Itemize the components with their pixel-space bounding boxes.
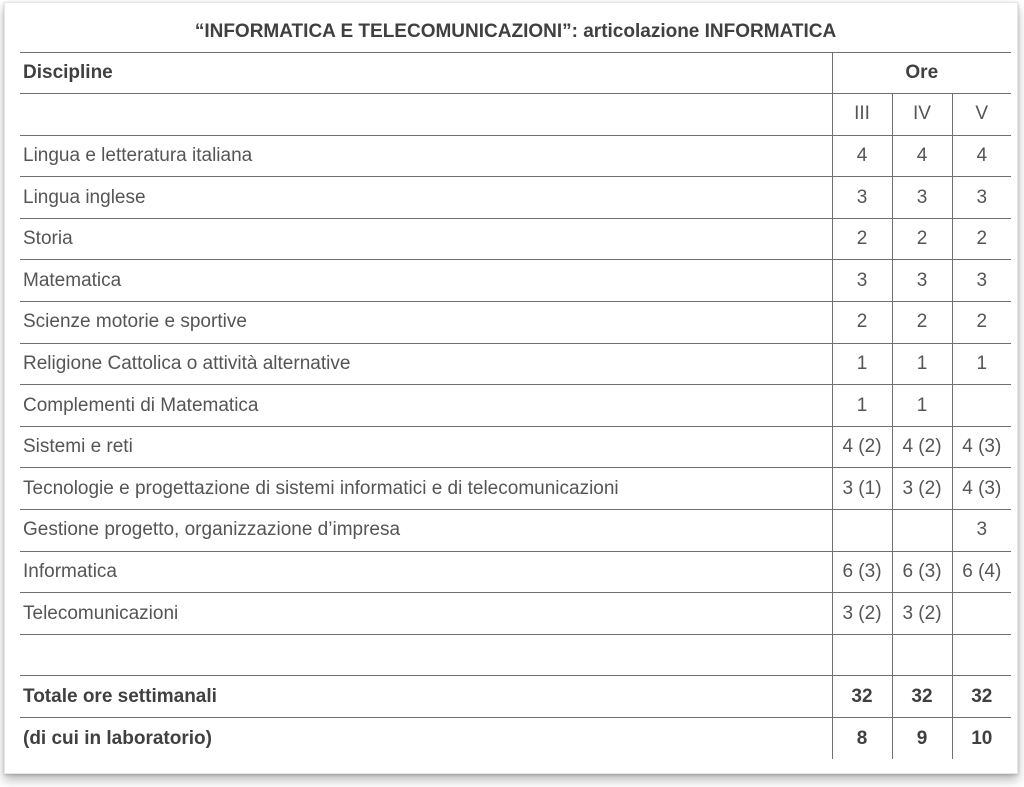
table-row (20, 468, 1011, 510)
hours-v-cell: 4 (3) (952, 468, 1011, 510)
table-row (20, 593, 1011, 635)
header-row (20, 52, 1011, 94)
lab-iv-cell: 9 (892, 718, 952, 760)
hours-table (20, 12, 1011, 759)
hours-iii-cell: 4 (2) (832, 426, 892, 468)
table-row (20, 177, 1011, 219)
hours-v-cell (952, 385, 1011, 427)
hours-iii-cell: 3 (832, 177, 892, 219)
header-hours: Ore (832, 52, 1011, 94)
hours-iii-cell: 6 (3) (832, 551, 892, 593)
hours-iv-cell: 1 (892, 385, 952, 427)
hours-v-cell: 3 (952, 177, 1011, 219)
spacer-cell (892, 634, 952, 676)
table-row (20, 385, 1011, 427)
table-row (20, 302, 1011, 344)
table-card (4, 2, 1018, 774)
discipline-cell: Tecnologie e progettazione di sistemi informatici e di telecomunicazioni (20, 468, 832, 510)
hours-iv-cell (892, 510, 952, 552)
total-label: Totale ore settimanali (20, 676, 832, 718)
hours-iii-cell: 4 (832, 135, 892, 177)
discipline-cell: Telecomunicazioni (20, 593, 832, 635)
hours-iv-cell: 3 (892, 177, 952, 219)
hours-iv-cell: 4 (892, 135, 952, 177)
discipline-cell: Storia (20, 218, 832, 260)
lab-row (20, 718, 1011, 760)
hours-iv-cell: 4 (2) (892, 426, 952, 468)
discipline-cell: Gestione progetto, organizzazione d’impresa (20, 510, 832, 552)
lab-label: (di cui in laboratorio) (23, 727, 212, 749)
header-discipline: Discipline (20, 52, 832, 94)
hours-iv-cell: 3 (892, 260, 952, 302)
table-row (20, 260, 1011, 302)
year-header-iv: IV (892, 94, 952, 136)
table-row (20, 551, 1011, 593)
title-row (20, 12, 1011, 52)
discipline-cell: Scienze motorie e sportive (20, 302, 832, 344)
discipline-cell: Lingua inglese (20, 177, 832, 219)
hours-iii-cell (832, 510, 892, 552)
table-title: “INFORMATICA E TELECOMUNICAZIONI”: articolazione INFORMATICA (20, 12, 1011, 52)
years-blank-cell (20, 94, 832, 136)
discipline-cell: Lingua e letteratura italiana (20, 135, 832, 177)
hours-iv-cell: 1 (892, 343, 952, 385)
total-row (20, 676, 1011, 718)
discipline-cell: Religione Cattolica o attività alternative (20, 343, 832, 385)
hours-v-cell: 4 (952, 135, 1011, 177)
lab-iii-cell: 8 (832, 718, 892, 760)
hours-iii-cell: 2 (832, 218, 892, 260)
lab-v-cell: 10 (952, 718, 1011, 760)
spacer-cell (20, 634, 832, 676)
year-header-v: V (952, 94, 1011, 136)
hours-iii-cell: 3 (1) (832, 468, 892, 510)
hours-iv-cell: 3 (2) (892, 468, 952, 510)
hours-v-cell: 4 (3) (952, 426, 1011, 468)
hours-v-cell: 1 (952, 343, 1011, 385)
hours-iii-cell: 3 (832, 260, 892, 302)
hours-iv-cell: 3 (2) (892, 593, 952, 635)
hours-v-cell: 2 (952, 218, 1011, 260)
hours-v-cell: 6 (4) (952, 551, 1011, 593)
hours-iv-cell: 2 (892, 302, 952, 344)
hours-iv-cell: 2 (892, 218, 952, 260)
year-header-iii: III (832, 94, 892, 136)
spacer-cell (952, 634, 1011, 676)
hours-v-cell: 3 (952, 260, 1011, 302)
table-row (20, 218, 1011, 260)
hours-iii-cell: 3 (2) (832, 593, 892, 635)
hours-v-cell: 2 (952, 302, 1011, 344)
hours-iii-cell: 1 (832, 343, 892, 385)
total-v-cell: 32 (952, 676, 1011, 718)
hours-iii-cell: 1 (832, 385, 892, 427)
hours-iii-cell: 2 (832, 302, 892, 344)
table-row (20, 426, 1011, 468)
discipline-cell: Matematica (20, 260, 832, 302)
discipline-cell: Informatica (20, 551, 832, 593)
spacer-row (20, 634, 1011, 676)
table-row (20, 135, 1011, 177)
discipline-cell: Sistemi e reti (20, 426, 832, 468)
hours-v-cell (952, 593, 1011, 635)
hours-iv-cell: 6 (3) (892, 551, 952, 593)
years-row (20, 94, 1011, 136)
hours-v-cell: 3 (952, 510, 1011, 552)
spacer-cell (832, 634, 892, 676)
discipline-cell: Complementi di Matematica (20, 385, 832, 427)
table-row (20, 343, 1011, 385)
total-iii-cell: 32 (832, 676, 892, 718)
table-row (20, 510, 1011, 552)
total-iv-cell: 32 (892, 676, 952, 718)
